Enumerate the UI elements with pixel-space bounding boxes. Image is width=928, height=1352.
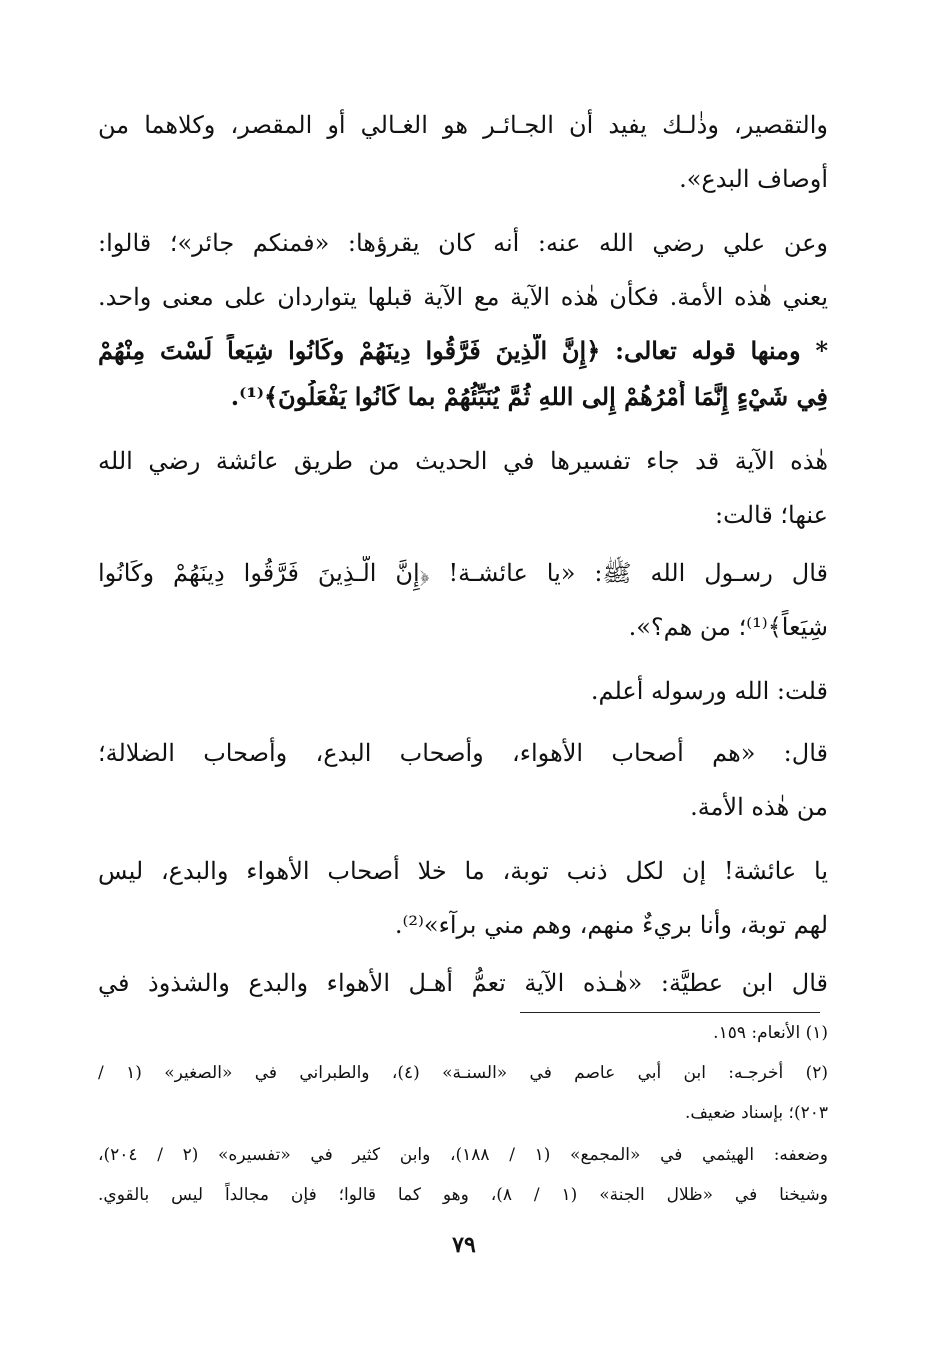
footnote-2-line-2: ٢٠٣)؛ بإسناد ضعيف.: [684, 1103, 828, 1123]
body-line-7: هٰذه الآية قد جاء تفسيرها في الحديث من طريق عائشة رضي الله: [98, 447, 828, 475]
footnote-2-line-3: وضعفه: الهيثمي في «المجمع» (١ / ١٨٨)، وابن كثير في «تفسيره» (٢ / ٢٠٤)،: [98, 1145, 828, 1165]
body-line-15: لهم توبة، وأنا بريءٌ منهم، وهم مني برآء»⁽²⁾.: [394, 911, 828, 939]
quran-verse-line-1: * ومنها قوله تعالى: ﴿إِنَّ الَّذِينَ فَرَّقُوا دِينَهُمْ وكَانُوا شِيَعاً لَسْتَ مِنْهُمْ: [98, 336, 828, 365]
body-line-1: والتقصير، وذٰلـك يفيد أن الجـائـر هو الغـالي أو المقصر، وكلاهما من: [98, 111, 828, 139]
footnote-2-line-4: وشيخنا في «ظلال الجنة» (١ / ٨)، وهو كما قالوا؛ فإن مجالداً ليس بالقوي.: [98, 1185, 828, 1205]
footnote-2-line-1: (٢) أخرجـه: ابن أبي عاصم في «السنـة» (٤)، والطبراني في «الصغير» (١ /: [98, 1063, 828, 1083]
body-line-11: قلت: الله ورسوله أعلم.: [590, 677, 828, 705]
body-line-16: قال ابن عطيَّة: «هٰـذه الآية تعمُّ أهـل الأهواء والبدع والشذوذ في: [98, 969, 828, 997]
body-line-2: أوصاف البدع».: [679, 165, 828, 193]
page-number: ٧٩: [452, 1232, 476, 1258]
body-line-12: قال: «هم أصحاب الأهواء، وأصحاب البدع، وأصحاب الضلالة؛: [98, 739, 828, 767]
body-line-4: يعني هٰذه الأمة. فكأن هٰذه الآية مع الآية قبلها يتواردان على معنى واحد.: [98, 283, 828, 311]
hadith-line-2: شِيَعاً﴾⁽¹⁾؛ من هم؟».: [628, 613, 828, 641]
quran-verse-line-2: فِي شَيْءٍ إِنَّمَا أَمْرُهُمْ إِلى اللهِ ثُمَّ يُنَبِّئُهُمْ بما كَانُوا يَفْعَلُونَ﴾⁽¹⁾.: [230, 382, 828, 411]
body-line-3: وعن علي رضي الله عنه: أنه كان يقرؤها: «فمنكم جائر»؛ قالوا:: [98, 229, 828, 257]
footnote-separator: [520, 1012, 820, 1013]
body-line-8: عنها؛ قالت:: [715, 501, 828, 529]
hadith-line-1: قال رسـول الله ﷺ: «يا عائشـة! ﴿إِنَّ الَّـذِينَ فَرَّقُوا دِينَهُمْ وكَانُوا: [98, 559, 828, 587]
body-line-13: من هٰذه الأمة.: [690, 793, 828, 821]
body-line-14: يا عائشة! إن لكل ذنب توبة، ما خلا أصحاب الأهواء والبدع، ليس: [98, 857, 828, 885]
footnote-1: (١) الأنعام: ١٥٩.: [713, 1023, 828, 1043]
